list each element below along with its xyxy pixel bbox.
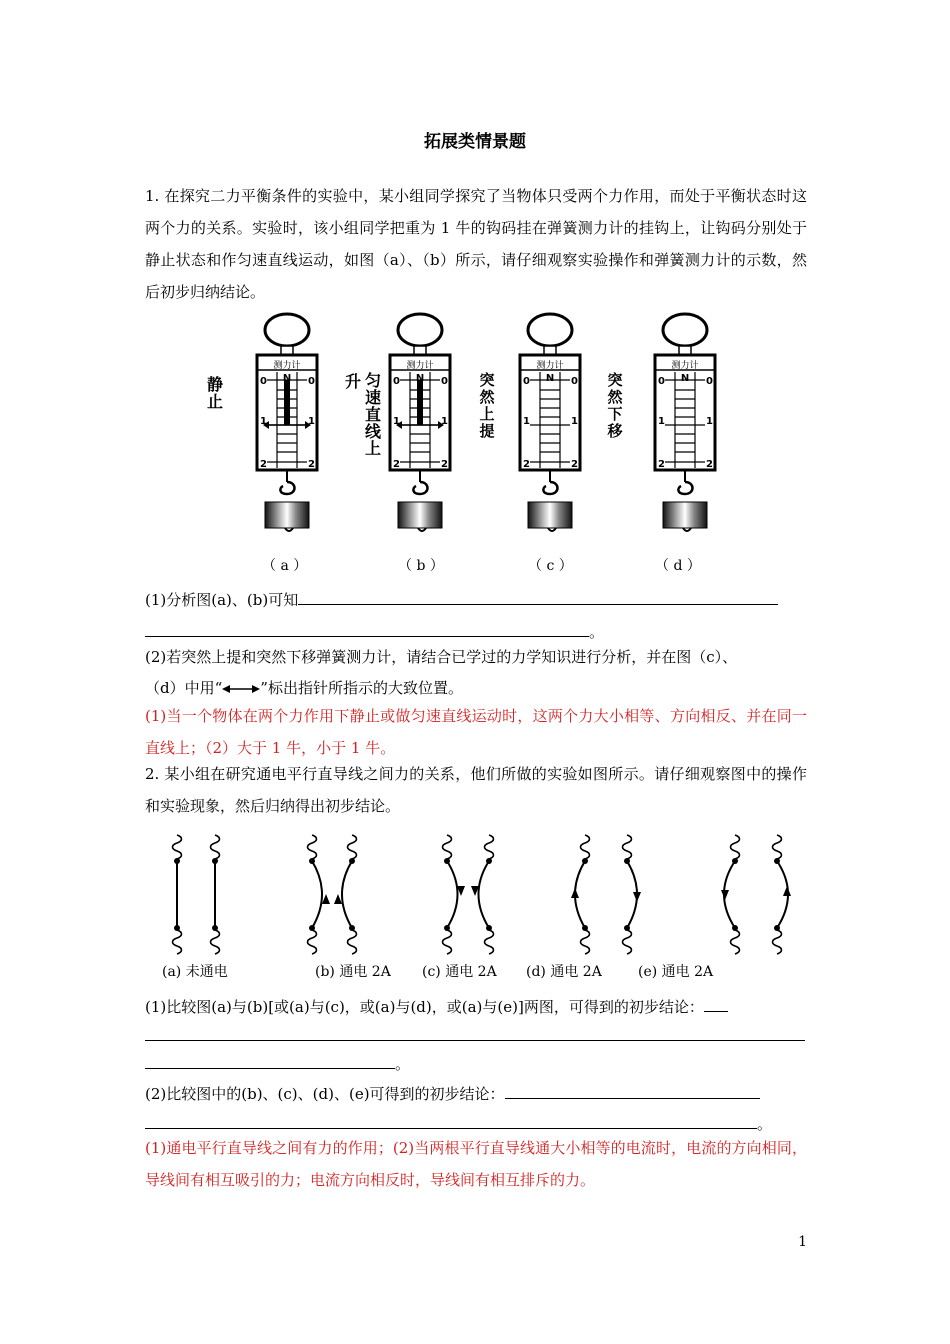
label-sudden-drop: 突然下移: [607, 371, 623, 440]
label-static: 静止: [206, 375, 223, 411]
q2-answer: (1)通电平行直导线之间有力的作用；(2)当两根平行直导线通大小相等的电流时，电流的方向相同，导线间有相互吸引的力；电流方向相反时，导线间有相互排斥的力。: [145, 1139, 807, 1189]
svg-text:0: 0: [393, 376, 400, 387]
spring-scale-figure: [140, 310, 810, 540]
svg-text:2: 2: [523, 459, 530, 470]
wire-caption-a: (a) 未通电: [162, 964, 228, 980]
svg-text:0: 0: [308, 376, 315, 387]
answer-blank[interactable]: [298, 589, 778, 605]
svg-text:N: N: [415, 373, 425, 384]
caption-d: （ d ）: [655, 558, 701, 574]
caption-c: （ c ）: [528, 558, 573, 574]
question-2-text: 2. 某小组在研究通电平行直导线之间力的关系，他们所做的实验如图所示。请仔细观察图中的操作和实验现象，然后归纳得出初步结论。: [145, 765, 807, 815]
svg-text:2: 2: [308, 459, 315, 470]
wire-caption-d: (d) 通电 2A: [526, 964, 602, 980]
answer-blank[interactable]: [704, 996, 728, 1012]
svg-text:1: 1: [523, 416, 530, 427]
page-number: 1: [798, 1234, 807, 1250]
svg-text:0: 0: [260, 376, 267, 387]
spring-scale-d: [655, 314, 715, 531]
wire-pair-e: [721, 835, 791, 954]
svg-text:1: 1: [658, 416, 665, 427]
answer-blank[interactable]: [145, 621, 589, 637]
svg-text:0: 0: [441, 376, 448, 387]
q2-sub2: (2)比较图中的(b)、(c)、(d)、(e)可得到的初步结论：: [145, 1083, 760, 1104]
wire-caption-c: (c) 通电 2A: [422, 964, 497, 980]
svg-text:0: 0: [523, 376, 530, 387]
q2-sub1-cont2: 。: [145, 1053, 410, 1074]
q1-answer: (1)当一个物体在两个力作用下静止或做匀速直线运动时，这两个力大小相等、方向相反、并在同一直线上；（2）大于 1 牛，小于 1 牛。: [145, 707, 807, 757]
svg-text:N: N: [282, 373, 292, 384]
wire-pair-a: [173, 835, 220, 954]
spring-scale-b: [390, 314, 450, 531]
wire-pair-b: [308, 835, 357, 954]
svg-text:1: 1: [571, 416, 578, 427]
page-title: 拓展类情景题: [424, 132, 526, 152]
svg-text:2: 2: [441, 459, 448, 470]
answer-blank[interactable]: [505, 1083, 760, 1099]
answer-blank[interactable]: [145, 1113, 757, 1129]
svg-text:测力计: 测力计: [671, 361, 699, 371]
svg-text:1: 1: [308, 416, 315, 427]
label-rise: 升: [344, 372, 361, 391]
spring-scale-a: [257, 314, 317, 531]
svg-text:测力计: 测力计: [406, 361, 434, 371]
svg-text:1: 1: [706, 416, 713, 427]
svg-text:2: 2: [706, 459, 713, 470]
svg-text:测力计: 测力计: [536, 361, 564, 371]
q1-sub2-line1: (2)若突然上提和突然下移弹簧测力计，请结合已学过的力学知识进行分析，并在图（c）、: [145, 648, 738, 666]
svg-text:1: 1: [393, 416, 400, 427]
svg-text:0: 0: [571, 376, 578, 387]
spring-scale-c: [520, 314, 580, 531]
caption-a: （ a ）: [262, 558, 308, 574]
answer-blank[interactable]: [145, 1053, 395, 1069]
svg-text:N: N: [545, 373, 555, 384]
q2-sub2-cont: 。: [145, 1113, 772, 1134]
question-1-text: 1. 在探究二力平衡条件的实验中，某小组同学探究了当物体只受两个力作用，而处于平衡状态时这两个力的关系。实验时，该小组同学把重为 1 牛的钩码挂在弹簧测力计的挂钩上，让钩码分别处于静止状态和作匀速直线运动，如图（a）、（b）所示，请仔细观察实验操作和弹簧测力计的示数，然后初步归纳结论。: [145, 187, 807, 301]
label-uniform-motion: 匀速直线上: [364, 371, 381, 458]
svg-text:N: N: [680, 373, 690, 384]
q1-sub2-line2: （d）中用“ ”标出指针所指示的大致位置。: [145, 679, 463, 697]
svg-text:2: 2: [393, 459, 400, 470]
svg-text:0: 0: [658, 376, 665, 387]
svg-text:1: 1: [441, 416, 448, 427]
caption-b: （ b ）: [398, 558, 444, 574]
parallel-wires-figure: [145, 828, 805, 958]
q2-sub1-cont: [145, 1025, 805, 1046]
wire-caption-b: (b) 通电 2A: [315, 964, 391, 980]
answer-blank[interactable]: [145, 1025, 805, 1041]
q1-sub1: (1)分析图(a)、(b)可知: [145, 589, 778, 610]
wire-pair-c: [443, 835, 494, 954]
svg-text:2: 2: [260, 459, 267, 470]
wire-pair-d: [571, 835, 641, 954]
svg-text:2: 2: [658, 459, 665, 470]
q2-sub1: (1)比较图(a)与(b)[或(a)与(c)，或(a)与(d)，或(a)与(e)]两图，可得到的初步结论：: [145, 996, 728, 1017]
wire-caption-e: (e) 通电 2A: [638, 964, 714, 980]
svg-text:0: 0: [706, 376, 713, 387]
svg-text:测力计: 测力计: [273, 361, 301, 371]
q1-sub1-cont: 。: [145, 621, 604, 642]
svg-text:1: 1: [260, 416, 267, 427]
label-sudden-lift: 突然上提: [479, 371, 495, 440]
svg-text:2: 2: [571, 459, 578, 470]
double-arrow-icon: [222, 683, 260, 695]
